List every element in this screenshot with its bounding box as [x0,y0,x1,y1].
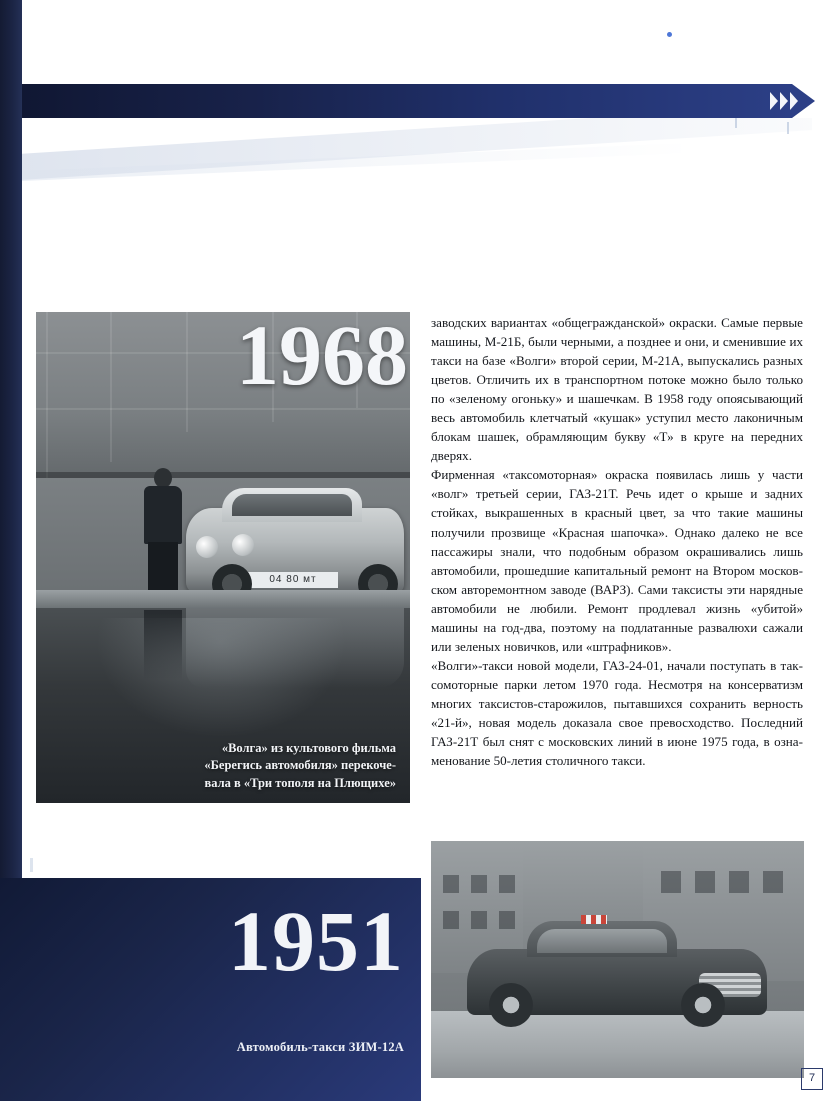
photo-window [499,911,515,929]
photo-car-reflection [186,608,404,688]
caption-1968 [150,740,396,792]
year-label-1968: 1968 [236,307,408,403]
photo-license-plate: 04 80 мт [248,572,338,588]
photo-car-windows [232,494,352,516]
photo-window [661,871,681,893]
page-number: 7 [801,1068,823,1090]
caption-1968-line: «Волга» из культового фильма [221,741,396,755]
photo-kerb [36,590,410,608]
caption-1968-line: вала в «Три тополя на Плющихе» [204,775,396,790]
photo-1951-zim-taxi [431,841,804,1078]
scan-speck [787,122,789,134]
article-paragraph: заводских вариантах «общегражданской» окраски. Самые первые машины, М-21Б, были черными, а позднее и они, и сменившие их такси на базе «Волги» второй серии, М-21А, выпускались разных цветов. Отличить их в транспортном потоке можно было только по «зеленому огоньку» и шашечкам. В 1958 году опоясывающий весь автомобиль клетчатый «кушак» уступил место лаконичным блокам шашек, обрамляющим букву «Т» в круге на передних дверях. [431,315,803,464]
photo-car-headlamp-left [196,536,218,558]
photo-window [471,875,487,893]
photo-street-ground [431,1011,804,1078]
photo-window [729,871,749,893]
scan-speck [735,118,737,128]
photo-car-headlamp-right [232,534,254,556]
article-body [431,313,803,770]
photo-man-torso [144,486,182,544]
header-ribbon [22,84,792,118]
photo-man-head [154,468,172,488]
photo-window [443,911,459,929]
photo-taxi-windows [537,929,667,953]
photo-window [499,875,515,893]
photo-taxi-checker-stripe [581,915,607,924]
photo-taxi-wheel-rear [681,983,725,1027]
scan-speck [30,858,33,872]
photo-window [471,911,487,929]
caption-1968-line: «Берегись автомобиля» перекоче- [204,758,396,773]
photo-window [695,871,715,893]
article-paragraph: «Волги»-такси новой модели, ГАЗ-24-01, начали поступать в таксомоторные парки летом 1970 года. Несмотря на консерватизм многих таксистов-старожилов, пытавшихся сохранить верность «21-й», новая модель доказала свое превосходство. Последний ГАЗ-21Т был снят с московских линий в июне 1975 года, в ознаменование 50-летия столичного такси. [431,657,803,769]
scan-streak-decoration [22,118,812,298]
scan-speck-dot [667,32,672,37]
article-paragraph: Фирменная «таксомоторная» окраска появилась лишь у части «волг» третьей серии, ГАЗ-21Т. Речь идет о крыше и задних стойках, выкрашенных в красный цвет, за что такие машины получили прозвище «Красная шапочка». Однако далеко не все пассажиры знали, что подобным образом окрашивались лишь автомобили, прошедшие капитальный ремонт на Втором московском авторемонтном заводе (ВАРЗ). Сами таксисты эти нарядные автомобили не любили. Ремонт продлевал жизнь «убитой» машины на год-два, поэтому на подлатанные развалюхи сажали или зеленых новичков, или «штрафников». [431,467,803,654]
photo-taxi-wheel-front [489,983,533,1027]
photo-window [763,871,783,893]
year-label-1951: 1951 [228,893,404,989]
caption-1951: Автомобиль-такси ЗИМ-12А [236,1040,404,1054]
chevron-right-icon [770,90,810,112]
photo-window [443,875,459,893]
photo-man-reflection [144,610,182,680]
